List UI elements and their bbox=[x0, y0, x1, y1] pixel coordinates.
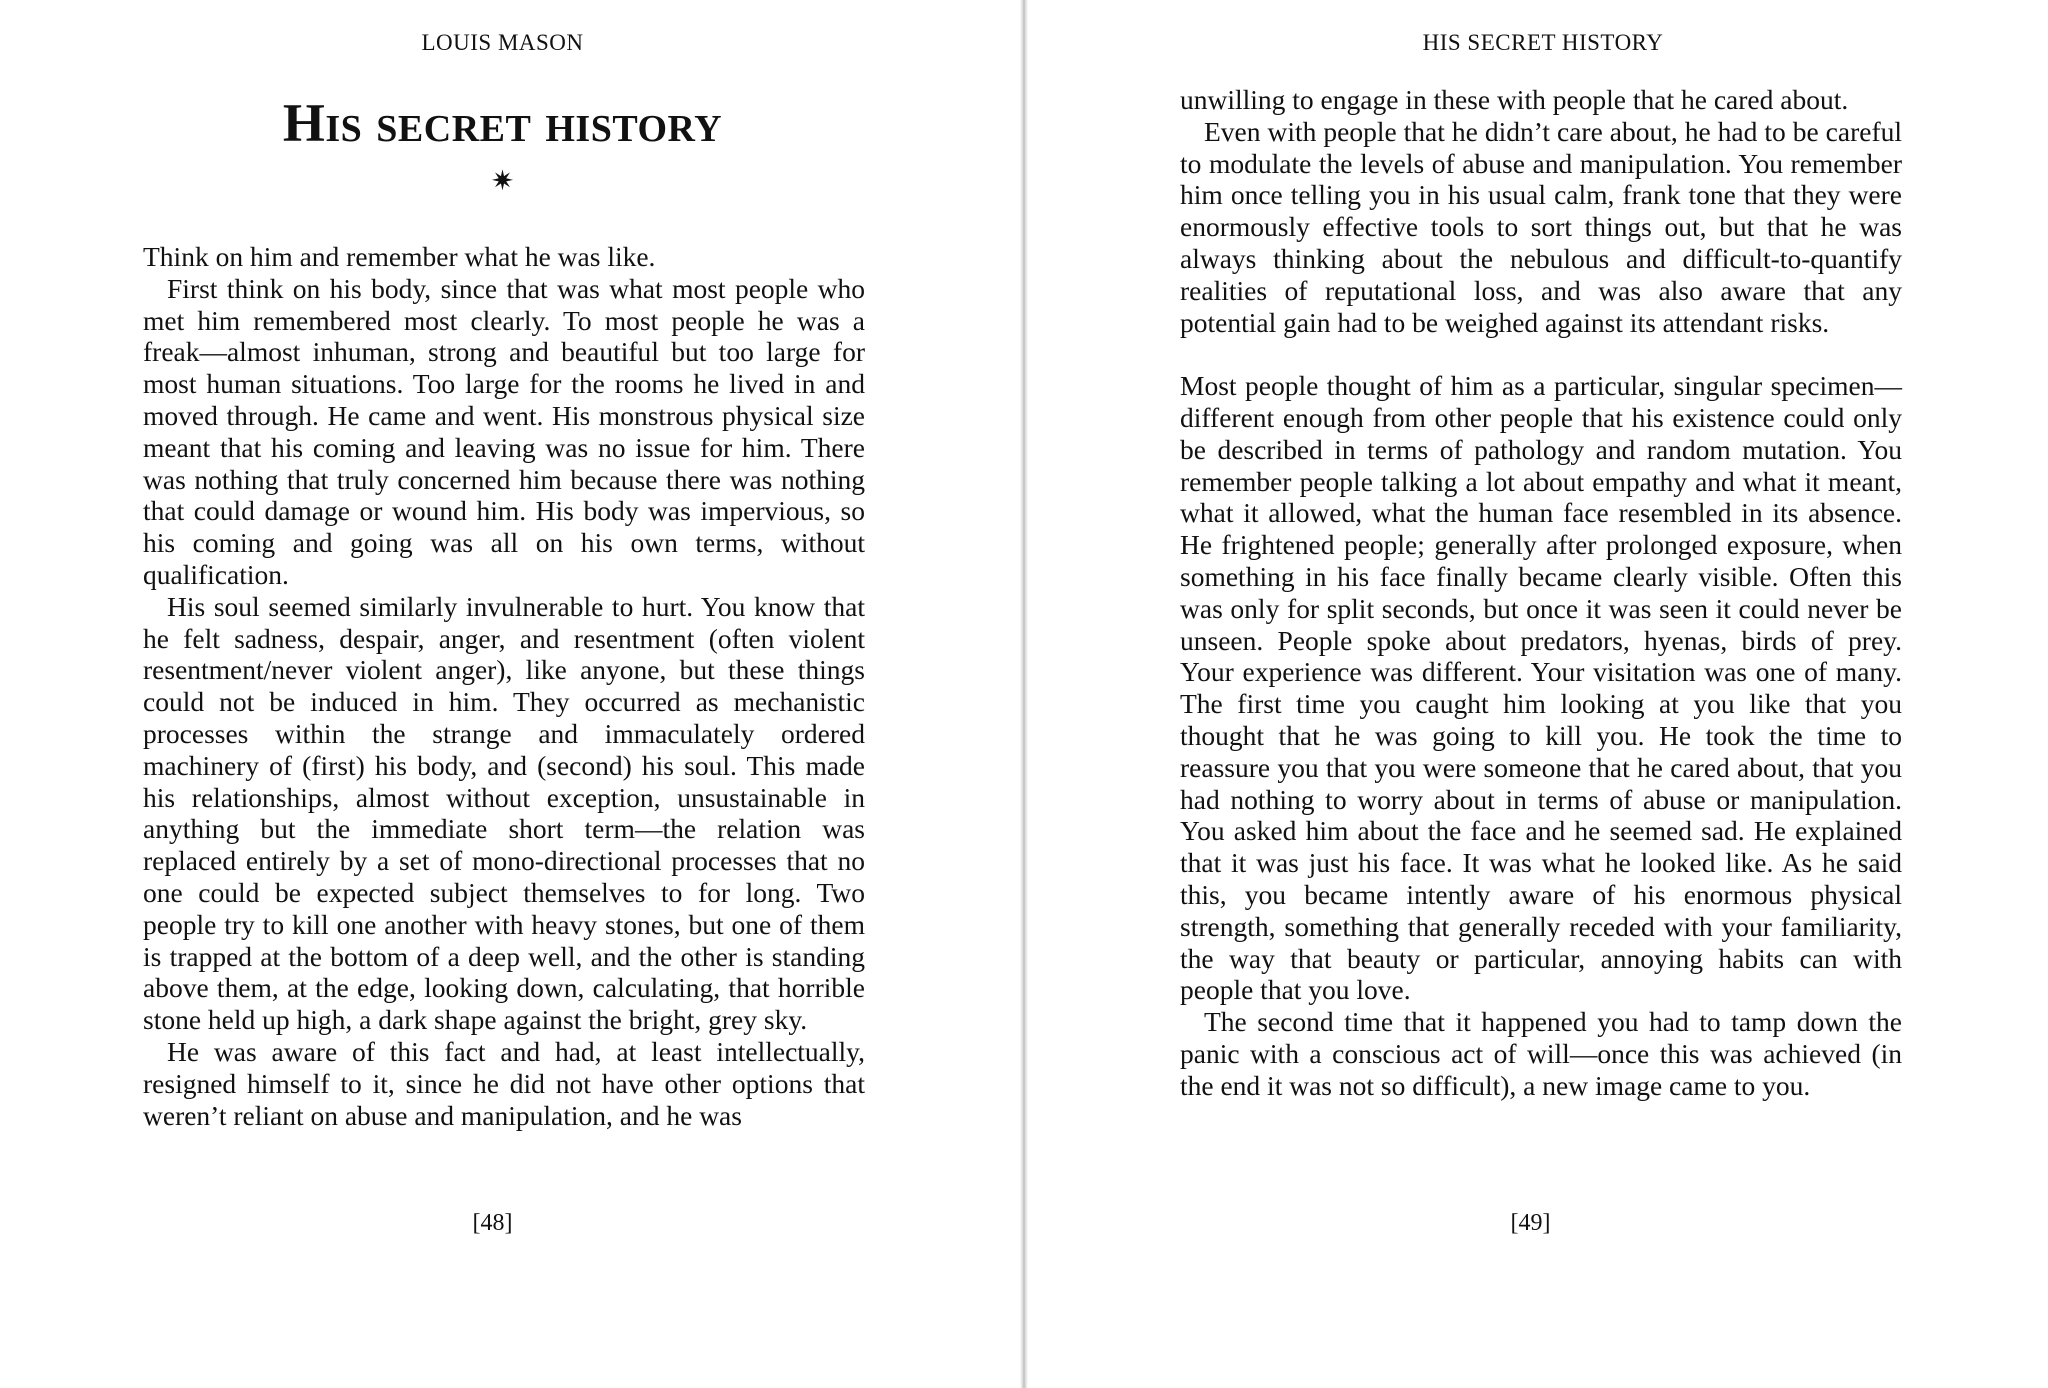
page-number-right: [49] bbox=[1510, 1210, 1551, 1236]
left-page bbox=[0, 0, 1020, 1388]
left-page-body bbox=[143, 241, 865, 1131]
chapter-title: His secret history bbox=[282, 93, 723, 153]
paragraph: His soul seemed similarly invulnerable to hurt. You know that he felt sadness, despair, anger, and resentment (often violent resentment/never violent anger), like anyone, but these things could not be induced in him. They occurred as mechanistic processes within the strange and immaculately ordered machinery of (first) his body, and (second) his soul. This made his relationships, almost without exception, unsustainable in anything but the immediate short term—the relation was replaced entirely by a set of mono-directional processes that no one could be expected subject themselves to for long. Two people try to kill one another with heavy stones, but one of them is trapped at the bottom of a deep well, and the other is standing above them, at the edge, looking down, calculating, that horrible stone held up high, a dark shape against the bright, grey sky. bbox=[143, 590, 865, 1036]
paragraph: He was aware of this fact and had, at least intellectually, resigned himself to it, since he did not have other options that weren’t reliant on abuse and manipulation, and he was bbox=[143, 1035, 865, 1131]
right-page bbox=[1028, 0, 2048, 1388]
book-gutter bbox=[1020, 0, 1028, 1388]
paragraph: unwilling to engage in these with people that he cared about. bbox=[1180, 84, 1849, 115]
paragraph: Think on him and remember what he was like. bbox=[143, 241, 656, 272]
paragraph: Most people thought of him as a particular, singular specimen—different enough from other people that his existence could only be described in terms of pathology and random mutation. You remember people talking a lot about empathy and what it meant, what it allowed, what the human face resembled in its absence. He frightened people; generally after prolonged exposure, when something in his face finally became clearly visible. Often this was only for split seconds, but once it was seen it could never be unseen. People spoke about predators, hyenas, birds of prey. Your experience was different. Your visitation was one of many. The first time you caught him looking at you like that you thought that he was going to kill you. He took the time to reassure you that you were someone that he cared about, that you had nothing to worry about in terms of abuse or manipulation. You asked him about the face and he seemed sad. He explained that it was just his face. It was what he looked like. As he said this, you became intently aware of his enormous physical strength, something that generally receded with your familiarity, the way that beauty or particular, annoying habits can with people that you love. bbox=[1180, 370, 1902, 1006]
paragraph: The second time that it happened you had to tamp down the panic with a conscious act of will—once this was achieved (in the end it was not so difficult), a new image came to you. bbox=[1180, 1006, 1902, 1101]
right-page-body bbox=[1180, 84, 1902, 1102]
paragraph: Even with people that he didn’t care about, he had to be careful to modulate the levels of abuse and manipulation. You remember him once telling you in his usual calm, frank tone that they were enormously effective tools to sort things out, but that he was always thinking about the nebulous and difficult-to-quantify realities of reputational loss, and was also aware that any potential gain had to be weighed against its attendant risks. bbox=[1180, 115, 1902, 338]
running-head-title: HIS SECRET HISTORY bbox=[1422, 30, 1664, 55]
page-number-left: [48] bbox=[472, 1210, 513, 1236]
paragraph: First think on his body, since that was what most people who met him remembered most clearly. To most people he was a freak—almost inhuman, strong and beautiful but too large for most human situations. Too large for the rooms he lived in and moved through. He came and went. His monstrous physical size meant that his coming and leaving was no issue for him. There was nothing that truly concerned him because there was nothing that could damage or wound him. His body was impervious, so his coming and going was all on his own terms, without qualification. bbox=[143, 272, 865, 590]
asterisk-ornament-icon: ✷ bbox=[490, 166, 515, 197]
running-head-author: LOUIS MASON bbox=[421, 30, 584, 55]
